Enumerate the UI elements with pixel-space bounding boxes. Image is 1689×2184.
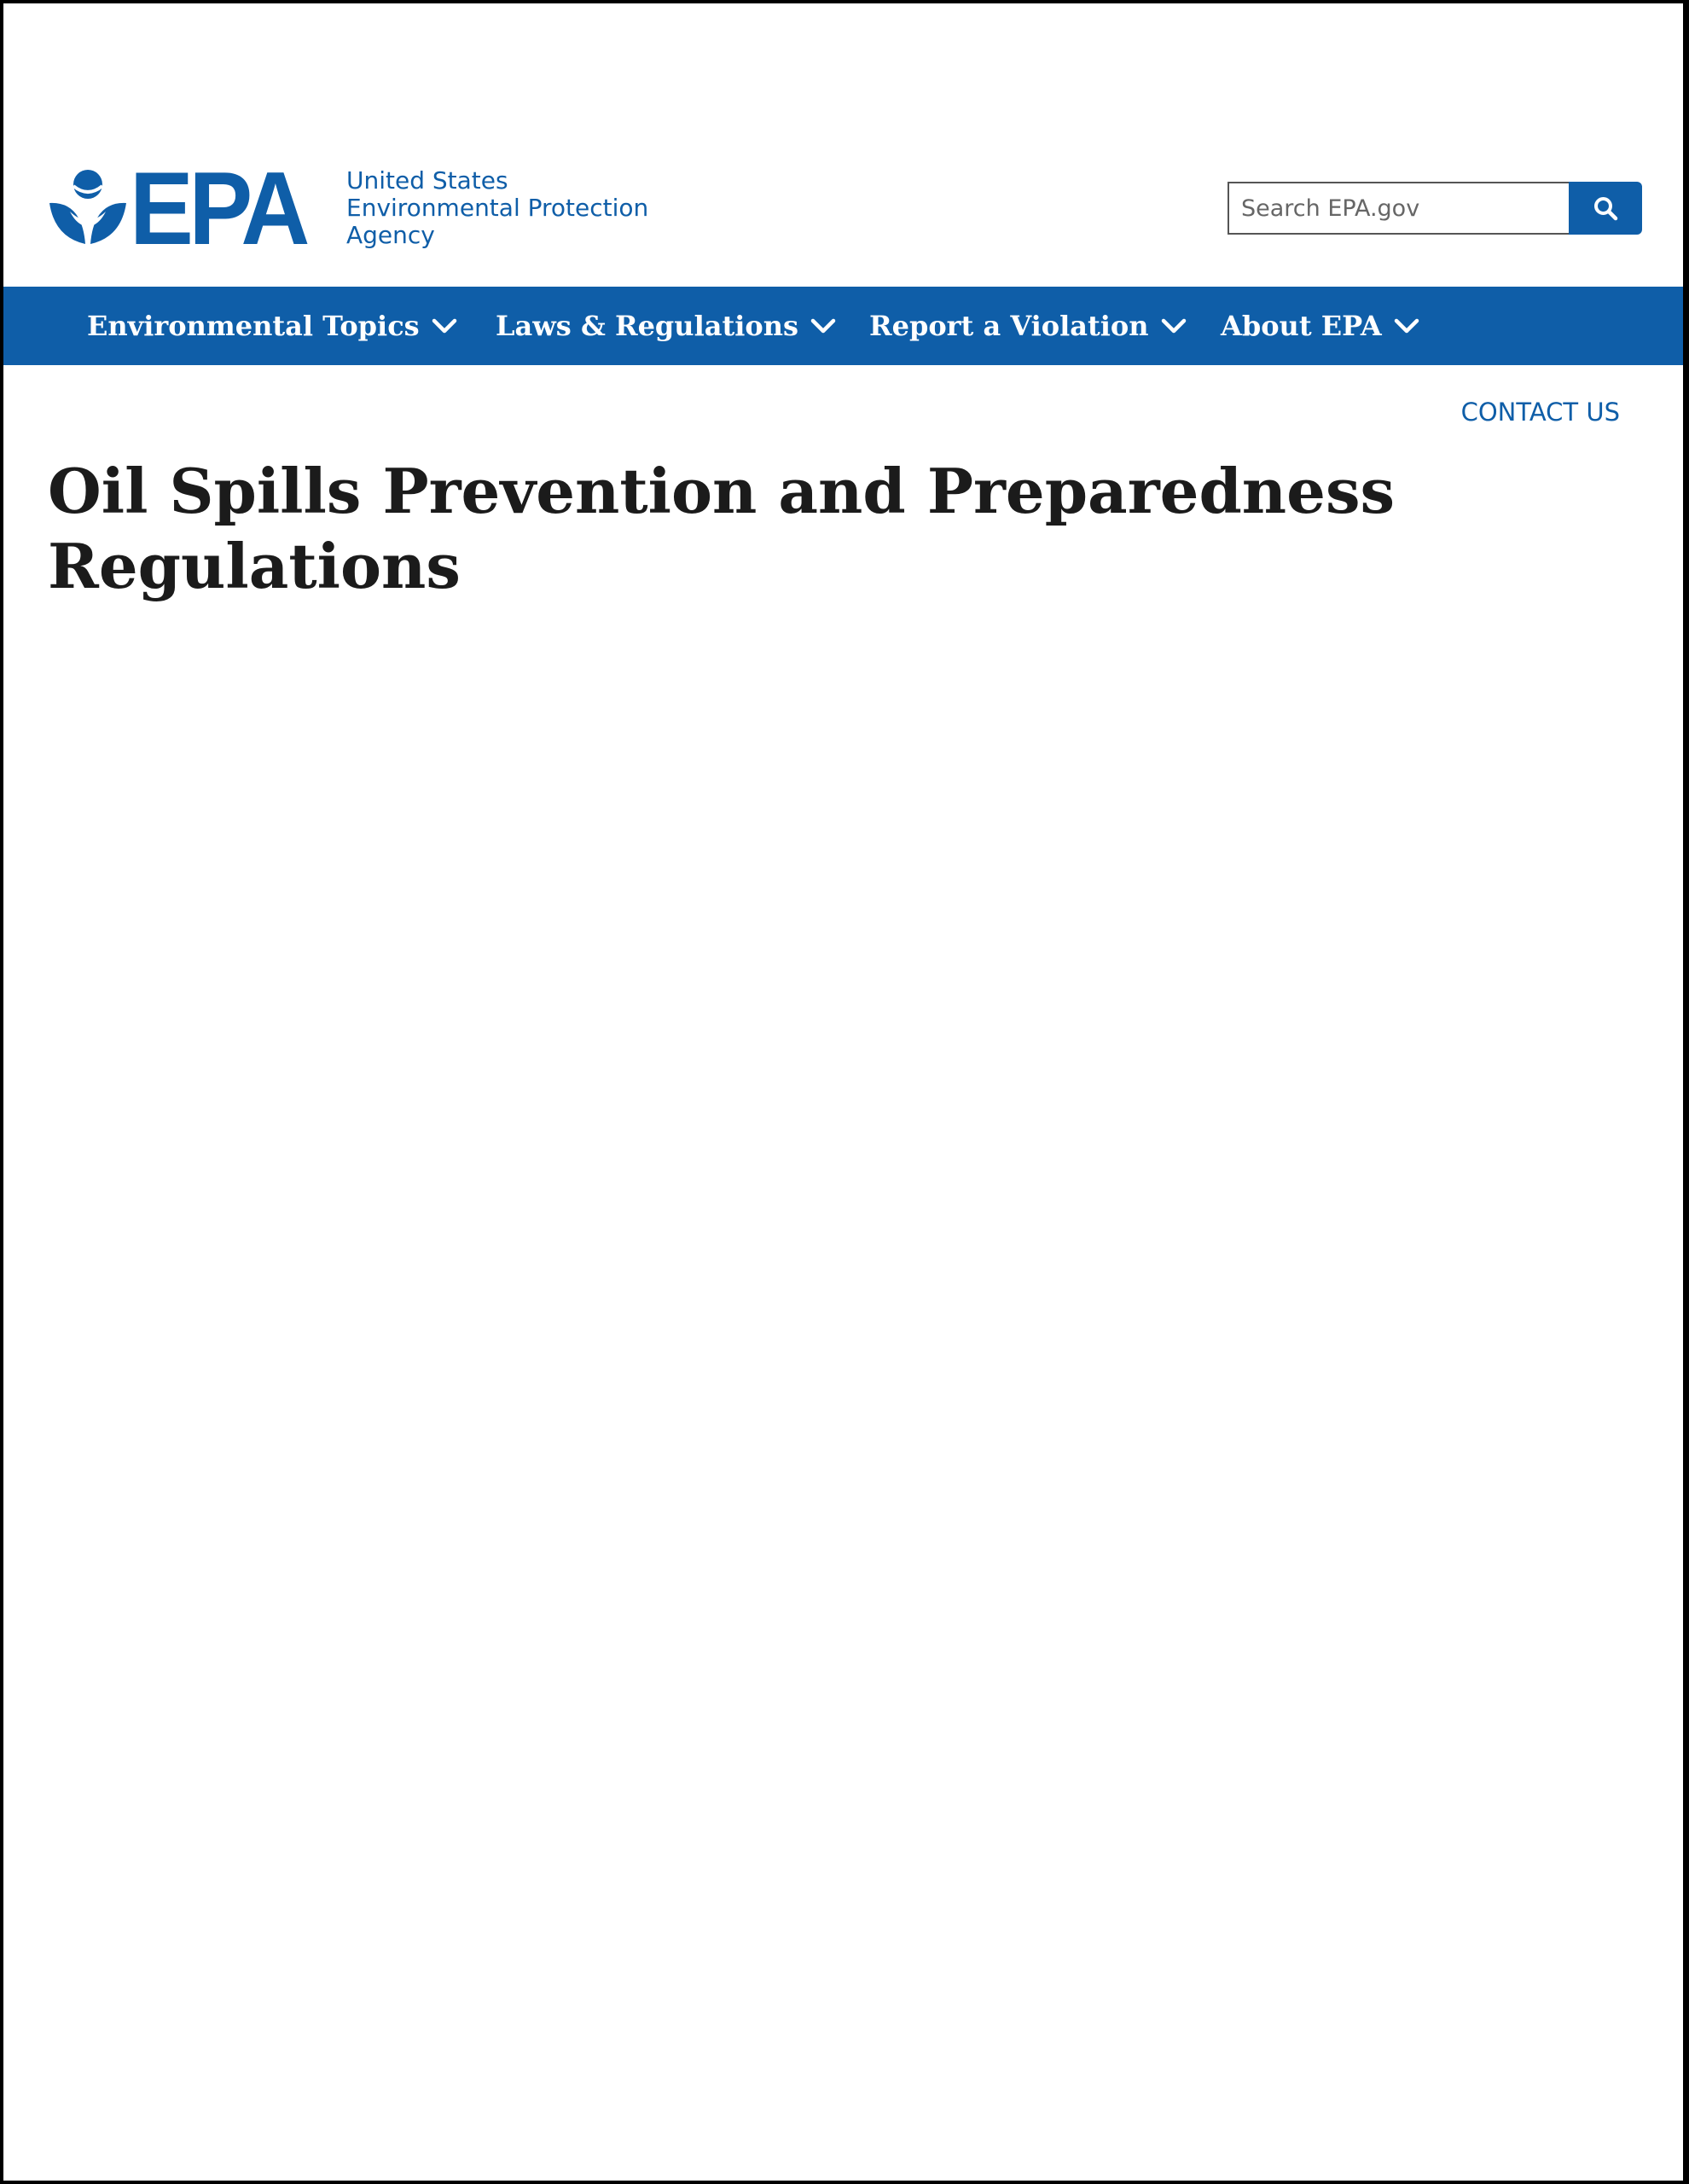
agency-name-line-2: Environmental Protection (346, 194, 649, 222)
logo-acronym: EPA (130, 150, 305, 266)
nav-item-label: Laws & Regulations (496, 310, 799, 342)
nav-item-environmental-topics[interactable] (87, 287, 457, 365)
chevron-down-icon (1161, 317, 1187, 334)
search-input[interactable] (1228, 182, 1569, 235)
page (3, 3, 1683, 2181)
main-nav (3, 287, 1683, 365)
epa-flower-icon (48, 169, 128, 247)
agency-name-line-3: Agency (346, 221, 435, 249)
nav-item-label: Report a Violation (869, 310, 1149, 342)
nav-item-about-epa[interactable] (1221, 287, 1419, 365)
nav-item-label: Environmental Topics (87, 310, 420, 342)
page-title: Oil Spills Prevention and Preparedness Regulations (48, 455, 1396, 602)
nav-item-laws-regulations[interactable] (496, 287, 836, 365)
chevron-down-icon (432, 317, 457, 334)
site-header (3, 3, 1683, 287)
search-button[interactable] (1569, 182, 1642, 235)
contact-us-link[interactable]: CONTACT US (1460, 398, 1620, 427)
search-icon (1593, 195, 1618, 221)
search-form (1228, 182, 1642, 235)
agency-name (346, 167, 648, 249)
nav-item-label: About EPA (1221, 310, 1382, 342)
agency-name-line-1: United States (346, 166, 508, 195)
chevron-down-icon (810, 317, 836, 334)
chevron-down-icon (1394, 317, 1419, 334)
epa-logo[interactable] (48, 150, 649, 266)
nav-item-report-violation[interactable] (869, 287, 1187, 365)
